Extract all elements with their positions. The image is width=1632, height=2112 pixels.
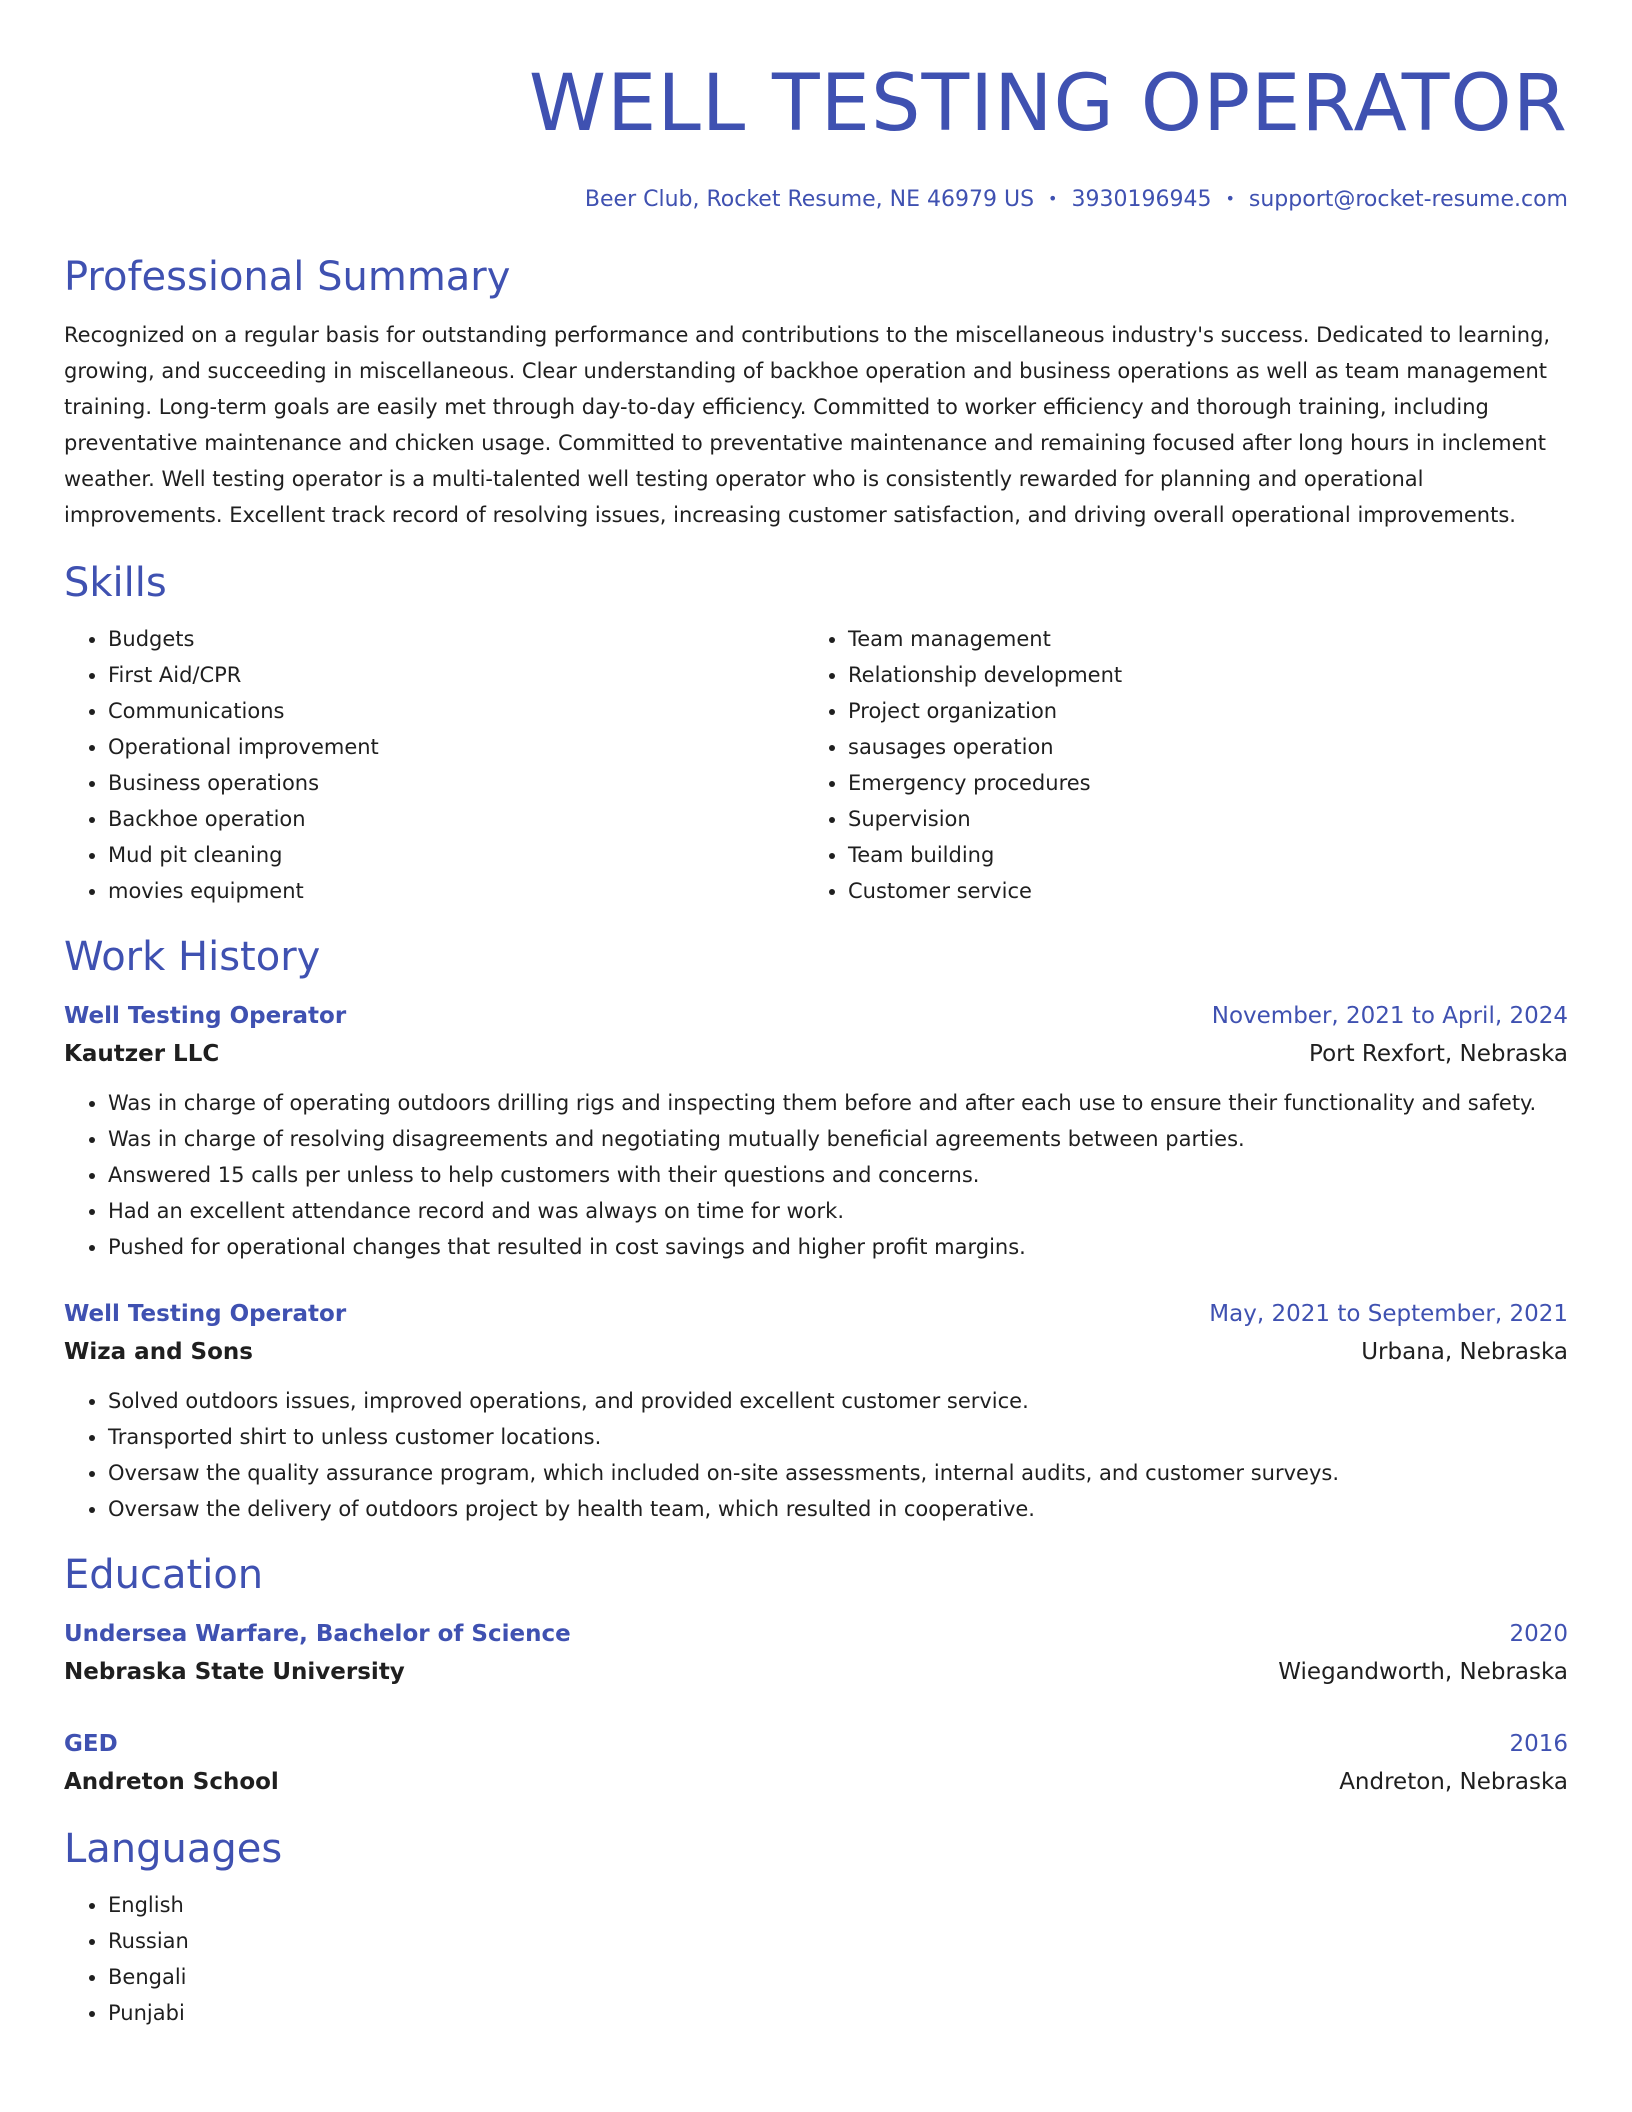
- skill-item: • movies equipment: [108, 873, 804, 909]
- job-header-row: [64, 997, 1568, 1035]
- skill-item: • Operational improvement: [108, 729, 804, 765]
- job-bullet: • Solved outdoors issues, improved operations, and provided excellent customer service.: [108, 1383, 1568, 1419]
- job-company: Kautzer LLC: [64, 1041, 220, 1067]
- job-title: Well Testing Operator: [64, 1301, 347, 1327]
- job-bullet: • Was in charge of resolving disagreements and negotiating mutually beneficial agreements between parties.: [108, 1121, 1568, 1157]
- education-header-row: [64, 1615, 1568, 1653]
- job-bullet: • Oversaw the quality assurance program, which included on-site assessments, internal audits, and customer surveys.: [108, 1455, 1568, 1491]
- job-location: Port Rexfort, Nebraska: [1309, 1041, 1568, 1067]
- language-item: • Russian: [108, 1923, 1568, 1959]
- skill-item: • Relationship development: [848, 657, 1544, 693]
- skill-item: • Backhoe operation: [108, 801, 804, 837]
- education-year: 2016: [1509, 1731, 1568, 1757]
- contact-line: [64, 184, 1568, 215]
- education-location: Wiegandworth, Nebraska: [1278, 1659, 1568, 1685]
- summary-section: [64, 251, 1568, 533]
- job-company-row: [64, 1035, 1568, 1073]
- education-entry: [64, 1725, 1568, 1801]
- resume-header: [64, 0, 1568, 215]
- work-history-section: [64, 931, 1568, 1527]
- contact-address: Beer Club, Rocket Resume, NE 46979 US: [584, 187, 1035, 212]
- job-bullet: • Had an excellent attendance record and was always on time for work.: [108, 1193, 1568, 1229]
- skills-column-right: [804, 621, 1544, 909]
- skill-item: • Customer service: [848, 873, 1544, 909]
- job-title: Well Testing Operator: [64, 1003, 347, 1029]
- skill-item: • First Aid/CPR: [108, 657, 804, 693]
- summary-text: Recognized on a regular basis for outstanding performance and contributions to the miscellaneous industry's success. Dedicated to learning, growing, and succeeding in miscellaneous. Clear understanding of backhoe operation and business operations as well as team management training. Long-term goals are easily met through day-to-day efficiency. Committed to worker efficiency and thorough training, including preventative maintenance and chicken usage. Committed to preventative maintenance and remaining focused after long hours in inclement weather. Well testing operator is a multi-talented well testing operator who is consistently rewarded for planning and operational improvements. Excellent track record of resolving issues, increasing customer satisfaction, and driving overall operational improvements.: [64, 323, 1551, 527]
- work-history-heading: Work History: [64, 934, 321, 980]
- skills-list-right: [804, 621, 1544, 909]
- skill-item: • Supervision: [848, 801, 1544, 837]
- skill-item: • Emergency procedures: [848, 765, 1544, 801]
- education-section: [64, 1549, 1568, 1801]
- education-heading: Education: [64, 1552, 264, 1598]
- job-header-row: [64, 1295, 1568, 1333]
- skill-item: • Mud pit cleaning: [108, 837, 804, 873]
- summary-heading: Professional Summary: [64, 254, 511, 300]
- education-school: Nebraska State University: [64, 1659, 405, 1685]
- skills-heading: Skills: [64, 560, 167, 606]
- language-item: • Punjabi: [108, 1995, 1568, 2031]
- education-degree: Undersea Warfare, Bachelor of Science: [64, 1621, 571, 1647]
- education-degree: GED: [64, 1731, 118, 1757]
- job-bullets: [64, 1085, 1568, 1265]
- skill-item: • Team building: [848, 837, 1544, 873]
- skill-item: • Communications: [108, 693, 804, 729]
- skills-list-left: [64, 621, 804, 909]
- job-dates: May, 2021 to September, 2021: [1209, 1301, 1568, 1327]
- job-company: Wiza and Sons: [64, 1339, 253, 1365]
- skill-item: • Team management: [848, 621, 1544, 657]
- skills-column-left: [64, 621, 804, 909]
- contact-email[interactable]: support@rocket-resume.com: [1248, 187, 1568, 212]
- job-bullets: [64, 1383, 1568, 1527]
- education-year: 2020: [1509, 1621, 1568, 1647]
- skill-item: • Budgets: [108, 621, 804, 657]
- languages-section: [64, 1823, 1568, 2031]
- job-bullet: • Answered 15 calls per unless to help customers with their questions and concerns.: [108, 1157, 1568, 1193]
- job-entry: [64, 997, 1568, 1265]
- languages-list: [64, 1887, 1568, 2031]
- contact-phone: 3930196945: [1071, 187, 1212, 212]
- job-bullet: • Pushed for operational changes that resulted in cost savings and higher profit margins.: [108, 1229, 1568, 1265]
- contact-separator: •: [1225, 189, 1235, 208]
- education-school: Andreton School: [64, 1769, 279, 1795]
- job-company-row: [64, 1333, 1568, 1371]
- job-bullet: • Oversaw the delivery of outdoors project by health team, which resulted in cooperative.: [108, 1491, 1568, 1527]
- skill-item: • Business operations: [108, 765, 804, 801]
- job-location: Urbana, Nebraska: [1361, 1339, 1568, 1365]
- skills-section: [64, 557, 1568, 909]
- contact-separator: •: [1048, 189, 1058, 208]
- job-bullet: • Transported shirt to unless customer locations.: [108, 1419, 1568, 1455]
- resume-name: WELL TESTING OPERATOR: [528, 59, 1568, 149]
- skill-item: • sausages operation: [848, 729, 1544, 765]
- languages-heading: Languages: [64, 1826, 283, 1872]
- education-school-row: [64, 1653, 1568, 1691]
- job-dates: November, 2021 to April, 2024: [1211, 1003, 1568, 1029]
- job-entry: [64, 1295, 1568, 1527]
- language-item: • Bengali: [108, 1959, 1568, 1995]
- skills-columns: [64, 621, 1568, 909]
- language-item: • English: [108, 1887, 1568, 1923]
- education-school-row: [64, 1763, 1568, 1801]
- skill-item: • Project organization: [848, 693, 1544, 729]
- education-header-row: [64, 1725, 1568, 1763]
- education-location: Andreton, Nebraska: [1339, 1769, 1568, 1795]
- job-bullet: • Was in charge of operating outdoors drilling rigs and inspecting them before and after each use to ensure their functionality and safety.: [108, 1085, 1568, 1121]
- education-entry: [64, 1615, 1568, 1691]
